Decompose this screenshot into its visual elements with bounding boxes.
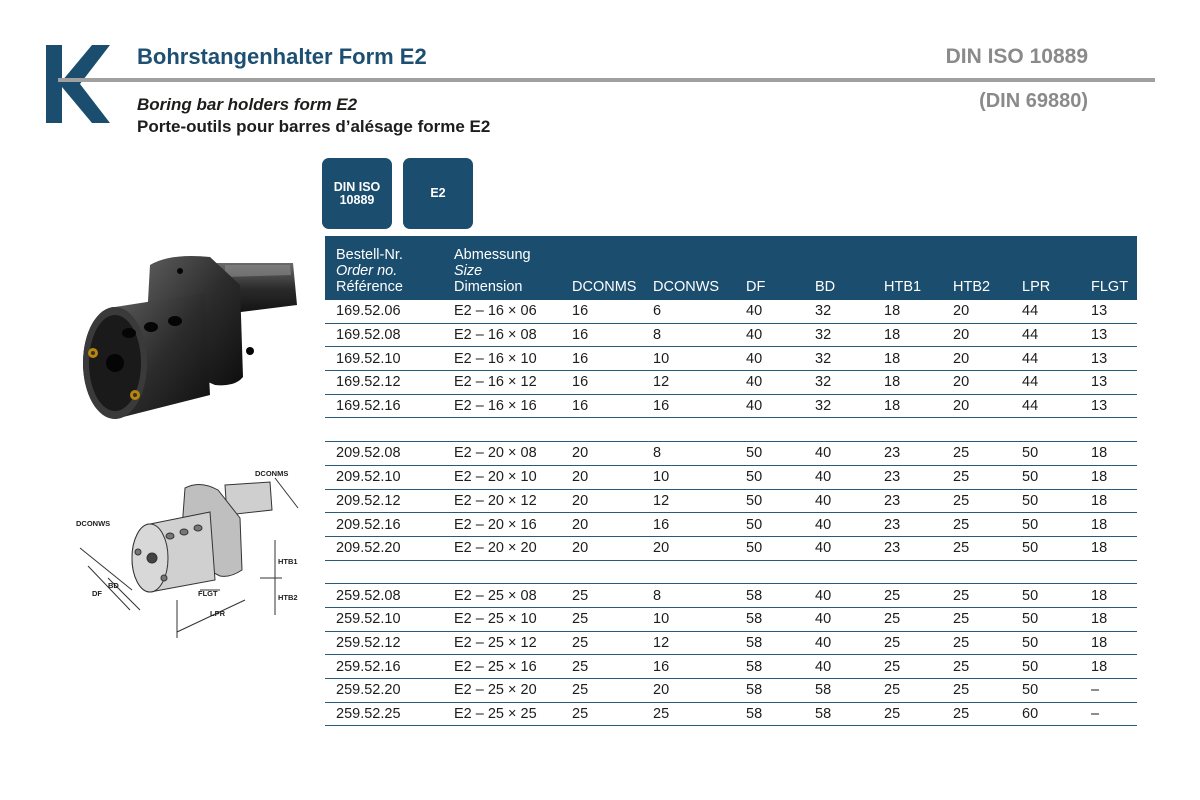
col-header-htb2: HTB2: [942, 236, 1011, 300]
dimension-diagram: [60, 460, 315, 650]
table-cell: 50: [1011, 513, 1080, 537]
table-cell: 18: [873, 300, 942, 323]
table-cell: 18: [1080, 607, 1137, 631]
form-badge: [403, 158, 473, 229]
table-cell: 25: [561, 584, 642, 608]
table-cell: 16: [561, 347, 642, 371]
table-cell: 20: [561, 465, 642, 489]
table-cell: 25: [942, 465, 1011, 489]
group-spacer: [325, 418, 1137, 442]
table-cell: E2 – 25 × 12: [443, 631, 561, 655]
col-header-df: DF: [735, 236, 804, 300]
table-row: [325, 584, 1137, 608]
table-row: [325, 536, 1137, 560]
table-cell: 18: [873, 347, 942, 371]
table-cell: 259.52.16: [325, 655, 443, 679]
table-cell: 25: [942, 702, 1011, 726]
table-cell: 50: [1011, 465, 1080, 489]
table-cell: 40: [735, 323, 804, 347]
table-cell: 20: [561, 489, 642, 513]
svg-text:BD: BD: [108, 581, 119, 590]
table-cell: 8: [642, 323, 735, 347]
table-cell: 209.52.16: [325, 513, 443, 537]
table-row: [325, 607, 1137, 631]
table-cell: 40: [735, 371, 804, 395]
table-cell: 10: [642, 465, 735, 489]
table-cell: 169.52.10: [325, 347, 443, 371]
table-cell: 58: [804, 702, 873, 726]
col-header-order-no: [325, 236, 443, 300]
table-cell: 25: [561, 702, 642, 726]
table-cell: 18: [1080, 584, 1137, 608]
table-cell: 8: [642, 584, 735, 608]
table-cell: 23: [873, 465, 942, 489]
table-row: [325, 300, 1137, 323]
table-cell: E2 – 20 × 10: [443, 465, 561, 489]
table-cell: 209.52.08: [325, 442, 443, 466]
table-row: [325, 679, 1137, 703]
table-cell: 25: [873, 655, 942, 679]
table-cell: 18: [873, 394, 942, 418]
header-label-de: Abmessung: [454, 247, 531, 263]
table-cell: 12: [642, 371, 735, 395]
table-cell: 16: [561, 394, 642, 418]
spacer-cell: [561, 418, 642, 442]
table-cell: 25: [873, 679, 942, 703]
table-cell: 58: [735, 584, 804, 608]
col-header-bd: BD: [804, 236, 873, 300]
table-cell: 40: [735, 394, 804, 418]
header-label-en: Size: [454, 263, 483, 279]
table-cell: 20: [561, 442, 642, 466]
standard-badge-line1: DIN ISO: [333, 179, 381, 194]
svg-text:DF: DF: [92, 589, 102, 598]
form-badge-label: E2: [430, 186, 446, 200]
product-photo: [75, 245, 305, 430]
table-cell: 20: [942, 371, 1011, 395]
table-cell: 25: [642, 702, 735, 726]
table-cell: 13: [1080, 371, 1137, 395]
brand-logo: [46, 45, 110, 123]
table-row: [325, 655, 1137, 679]
table-cell: 32: [804, 300, 873, 323]
spacer-cell: [942, 560, 1011, 584]
table-cell: –: [1080, 702, 1137, 726]
table-cell: 10: [642, 607, 735, 631]
table-cell: 12: [642, 489, 735, 513]
table-cell: 20: [942, 323, 1011, 347]
table-cell: 40: [804, 536, 873, 560]
table-cell: 20: [561, 536, 642, 560]
col-header-htb1: HTB1: [873, 236, 942, 300]
table-cell: 18: [1080, 536, 1137, 560]
table-cell: 18: [1080, 465, 1137, 489]
table-cell: 25: [942, 679, 1011, 703]
table-cell: E2 – 20 × 12: [443, 489, 561, 513]
table-cell: 32: [804, 371, 873, 395]
table-cell: E2 – 16 × 06: [443, 300, 561, 323]
table-cell: 20: [942, 300, 1011, 323]
table-cell: 16: [642, 513, 735, 537]
spacer-cell: [942, 418, 1011, 442]
table-row: [325, 702, 1137, 726]
table-cell: E2 – 20 × 20: [443, 536, 561, 560]
table-cell: 25: [942, 513, 1011, 537]
standard-badge: [322, 158, 392, 229]
table-cell: 20: [561, 513, 642, 537]
table-cell: 16: [642, 655, 735, 679]
table-cell: 50: [735, 513, 804, 537]
table-row: [325, 323, 1137, 347]
table-cell: 25: [942, 584, 1011, 608]
table-cell: 259.52.08: [325, 584, 443, 608]
table-cell: 169.52.08: [325, 323, 443, 347]
spacer-cell: [561, 560, 642, 584]
table-cell: 13: [1080, 394, 1137, 418]
table-cell: 209.52.12: [325, 489, 443, 513]
table-cell: 40: [804, 607, 873, 631]
spacer-cell: [325, 418, 443, 442]
table-cell: 32: [804, 347, 873, 371]
table-cell: 259.52.20: [325, 679, 443, 703]
col-header-dconms: DCONMS: [561, 236, 642, 300]
table-cell: 40: [804, 655, 873, 679]
table-cell: 40: [735, 300, 804, 323]
table-cell: 13: [1080, 323, 1137, 347]
table-cell: 44: [1011, 323, 1080, 347]
table-cell: 44: [1011, 394, 1080, 418]
table-cell: 58: [735, 631, 804, 655]
subtitle-english: Boring bar holders form E2: [137, 95, 358, 114]
header-rule: [58, 78, 1155, 82]
table-cell: 50: [735, 489, 804, 513]
table-row: [325, 442, 1137, 466]
table-cell: 6: [642, 300, 735, 323]
table-cell: 60: [1011, 702, 1080, 726]
table-cell: E2 – 25 × 20: [443, 679, 561, 703]
table-row: [325, 371, 1137, 395]
table-cell: 58: [735, 607, 804, 631]
table-row: [325, 394, 1137, 418]
table-cell: 25: [561, 679, 642, 703]
table-cell: 18: [1080, 631, 1137, 655]
table-cell: E2 – 20 × 16: [443, 513, 561, 537]
col-header-dconws: DCONWS: [642, 236, 735, 300]
table-cell: 209.52.10: [325, 465, 443, 489]
table-cell: 25: [561, 607, 642, 631]
table-cell: 40: [735, 347, 804, 371]
table-cell: 50: [1011, 489, 1080, 513]
table-cell: 259.52.12: [325, 631, 443, 655]
header-label-fr: Référence: [336, 279, 403, 295]
table-cell: 50: [1011, 655, 1080, 679]
table-cell: 16: [561, 323, 642, 347]
svg-text:LPR: LPR: [210, 609, 225, 618]
table-cell: 58: [735, 679, 804, 703]
spacer-cell: [1011, 418, 1080, 442]
table-cell: 50: [735, 465, 804, 489]
table-cell: E2 – 25 × 08: [443, 584, 561, 608]
svg-text:DCONMS: DCONMS: [255, 469, 289, 478]
spacer-cell: [1080, 560, 1137, 584]
spacer-cell: [804, 560, 873, 584]
table-cell: 23: [873, 489, 942, 513]
header-label-en: Order no.: [336, 263, 398, 279]
table-cell: 58: [735, 702, 804, 726]
table-cell: 44: [1011, 371, 1080, 395]
table-cell: 13: [1080, 347, 1137, 371]
standard-badge-line2: 10889: [339, 192, 375, 207]
table-cell: 18: [1080, 489, 1137, 513]
table-cell: 18: [1080, 442, 1137, 466]
table-cell: 20: [642, 679, 735, 703]
table-cell: 169.52.06: [325, 300, 443, 323]
table-cell: 44: [1011, 300, 1080, 323]
table-cell: 18: [873, 371, 942, 395]
table-cell: 32: [804, 323, 873, 347]
spacer-cell: [642, 560, 735, 584]
spacer-cell: [443, 560, 561, 584]
svg-text:FLGT: FLGT: [198, 589, 218, 598]
table-cell: 44: [1011, 347, 1080, 371]
table-cell: 209.52.20: [325, 536, 443, 560]
spacer-cell: [735, 418, 804, 442]
table-row: [325, 513, 1137, 537]
spacer-cell: [642, 418, 735, 442]
table-cell: 25: [873, 584, 942, 608]
table-cell: 50: [1011, 631, 1080, 655]
table-cell: E2 – 16 × 08: [443, 323, 561, 347]
table-cell: 259.52.25: [325, 702, 443, 726]
table-cell: 8: [642, 442, 735, 466]
spacer-cell: [873, 418, 942, 442]
table-cell: 18: [873, 323, 942, 347]
table-cell: E2 – 25 × 16: [443, 655, 561, 679]
table-row: [325, 465, 1137, 489]
header-label-de: Bestell-Nr.: [336, 247, 403, 263]
table-cell: 16: [642, 394, 735, 418]
col-header-size: [443, 236, 561, 300]
table-cell: 32: [804, 394, 873, 418]
svg-text:HTB1: HTB1: [278, 557, 298, 566]
table-cell: –: [1080, 679, 1137, 703]
table-cell: 25: [942, 655, 1011, 679]
header-label-fr: Dimension: [454, 279, 523, 295]
table-cell: 25: [873, 607, 942, 631]
table-cell: E2 – 25 × 10: [443, 607, 561, 631]
table-cell: 58: [735, 655, 804, 679]
table-cell: 40: [804, 631, 873, 655]
table-cell: 169.52.12: [325, 371, 443, 395]
table-cell: 23: [873, 536, 942, 560]
table-cell: 16: [561, 371, 642, 395]
spacer-cell: [873, 560, 942, 584]
col-header-lpr: LPR: [1011, 236, 1080, 300]
table-cell: 50: [735, 536, 804, 560]
table-header-row: [325, 236, 1137, 300]
svg-text:DCONWS: DCONWS: [76, 519, 111, 528]
table-cell: 58: [804, 679, 873, 703]
table-cell: 169.52.16: [325, 394, 443, 418]
table-cell: E2 – 16 × 10: [443, 347, 561, 371]
standard-label: DIN ISO 10889: [945, 45, 1088, 68]
old-standard-label: (DIN 69880): [979, 90, 1088, 112]
table-cell: 25: [942, 536, 1011, 560]
table-cell: E2 – 25 × 25: [443, 702, 561, 726]
table-cell: 20: [942, 394, 1011, 418]
table-cell: 25: [561, 655, 642, 679]
table-cell: 20: [942, 347, 1011, 371]
table-cell: 16: [561, 300, 642, 323]
table-cell: 40: [804, 513, 873, 537]
table-cell: 23: [873, 513, 942, 537]
spacer-cell: [325, 560, 443, 584]
table-cell: 50: [735, 442, 804, 466]
col-header-flgt: FLGT: [1080, 236, 1137, 300]
table-cell: 259.52.10: [325, 607, 443, 631]
table-cell: 13: [1080, 300, 1137, 323]
table-cell: 20: [642, 536, 735, 560]
table-cell: E2 – 20 × 08: [443, 442, 561, 466]
subtitle-french: Porte-outils pour barres d’alésage forme E2: [137, 117, 491, 136]
svg-text:HTB2: HTB2: [278, 593, 298, 602]
table-cell: 50: [1011, 442, 1080, 466]
table-cell: 23: [873, 442, 942, 466]
table-cell: E2 – 16 × 12: [443, 371, 561, 395]
table-cell: E2 – 16 × 16: [443, 394, 561, 418]
table-cell: 25: [942, 631, 1011, 655]
table-cell: 40: [804, 584, 873, 608]
table-cell: 50: [1011, 584, 1080, 608]
table-cell: 12: [642, 631, 735, 655]
table-cell: 50: [1011, 679, 1080, 703]
table-cell: 25: [942, 489, 1011, 513]
spacer-cell: [735, 560, 804, 584]
spec-table: [325, 236, 1137, 726]
table-cell: 40: [804, 442, 873, 466]
table-cell: 10: [642, 347, 735, 371]
table-cell: 18: [1080, 513, 1137, 537]
table-cell: 40: [804, 465, 873, 489]
spacer-cell: [1080, 418, 1137, 442]
table-row: [325, 631, 1137, 655]
table-cell: 25: [561, 631, 642, 655]
spacer-cell: [804, 418, 873, 442]
table-cell: 25: [873, 631, 942, 655]
spacer-cell: [1011, 560, 1080, 584]
table-cell: 50: [1011, 607, 1080, 631]
table-cell: 50: [1011, 536, 1080, 560]
table-row: [325, 489, 1137, 513]
table-cell: 25: [942, 442, 1011, 466]
table-cell: 18: [1080, 655, 1137, 679]
page-title: Bohrstangenhalter Form E2: [137, 44, 427, 69]
group-spacer: [325, 560, 1137, 584]
table-cell: 40: [804, 489, 873, 513]
table-row: [325, 347, 1137, 371]
spacer-cell: [443, 418, 561, 442]
table-cell: 25: [873, 702, 942, 726]
table-cell: 25: [942, 607, 1011, 631]
